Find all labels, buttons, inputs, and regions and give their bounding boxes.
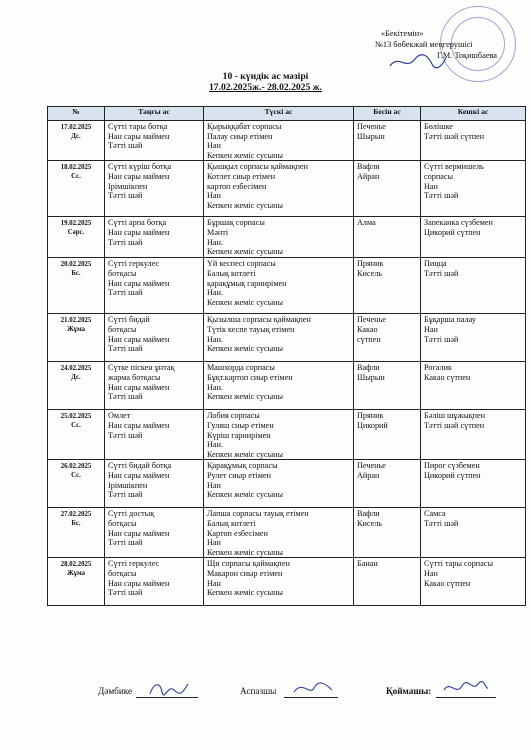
table-row bbox=[48, 314, 526, 362]
date-cell bbox=[48, 410, 105, 460]
breakfast-item: Сүтті геркулес bbox=[108, 259, 160, 269]
lunch-item: Бұқт.картоп сиыр етімен bbox=[207, 372, 293, 382]
col-dinner-header: Кешкі ас bbox=[421, 107, 526, 121]
snack-cell bbox=[354, 460, 421, 508]
lunch-item: Лапша сорпасы тауық етімен bbox=[207, 509, 309, 519]
dinner-item: Нан bbox=[424, 568, 438, 578]
menu-title bbox=[0, 71, 531, 93]
lunch-item: Щи сорпасы қаймақпен bbox=[207, 559, 290, 569]
lunch-item: Балық котлеті bbox=[207, 268, 256, 278]
breakfast-item: Тәтті шәй bbox=[108, 538, 143, 548]
snack-item: Кисель bbox=[357, 268, 383, 278]
dinner-item: Самса bbox=[424, 509, 446, 519]
date-cell bbox=[48, 217, 105, 258]
approval-name: Г.М. Тоқишбаева bbox=[437, 51, 497, 60]
breakfast-item: Сүтті күріш ботқа bbox=[108, 162, 172, 172]
table-row bbox=[48, 217, 526, 258]
snack-item: Банан bbox=[357, 559, 378, 569]
title-line-1: 10 - күндік ас мәзірі bbox=[222, 71, 309, 82]
dinner-cell bbox=[421, 362, 526, 410]
lunch-item: Балық котлеті bbox=[207, 518, 256, 528]
dinner-cell bbox=[421, 217, 526, 258]
dinner-cell bbox=[421, 410, 526, 460]
breakfast-item: Тәтті шәй bbox=[108, 344, 143, 354]
snack-item: Какао bbox=[357, 324, 378, 334]
date-value: 27.02.2025 bbox=[60, 511, 92, 519]
lunch-cell bbox=[204, 121, 354, 161]
breakfast-item: Сүтті тары ботқа bbox=[108, 122, 168, 131]
day-value: Дс. bbox=[71, 133, 81, 140]
breakfast-item: Тәтті шәй bbox=[108, 490, 143, 500]
lunch-item: Кепкен жеміс сусыны bbox=[207, 200, 283, 210]
date-value: 19.02.2025 bbox=[60, 220, 92, 228]
date-value: 25.02.2025 bbox=[60, 413, 92, 421]
breakfast-item: Нан сары маймен bbox=[108, 334, 170, 344]
lunch-cell bbox=[204, 217, 354, 258]
lunch-item: Нан. bbox=[207, 382, 223, 392]
dinner-cell bbox=[421, 314, 526, 362]
lunch-item: Нан. bbox=[207, 440, 223, 450]
table-header-row bbox=[48, 107, 526, 121]
lunch-item: Котлет сиыр етімен bbox=[207, 171, 276, 181]
lunch-item: Кепкен жеміс сусыны bbox=[207, 490, 283, 500]
lunch-item: Қызылша сорпасы қаймақпен bbox=[207, 315, 311, 325]
menu-table bbox=[47, 106, 526, 606]
breakfast-item: ботқасы bbox=[108, 268, 137, 278]
date-value: 21.02.2025 bbox=[60, 317, 92, 325]
breakfast-item: Тәтті шәй bbox=[108, 237, 143, 247]
snack-item: Пряник bbox=[357, 259, 384, 269]
day-value: Бс. bbox=[71, 270, 81, 278]
day-value: Сс. bbox=[71, 472, 81, 480]
snack-cell bbox=[354, 558, 421, 606]
sign-label-1: Дәмбике bbox=[98, 686, 133, 696]
breakfast-item: Нан сары маймен bbox=[108, 131, 170, 141]
lunch-cell bbox=[204, 460, 354, 508]
dinner-item: Тәтті шәй сүтпен bbox=[424, 420, 485, 430]
breakfast-cell bbox=[105, 217, 204, 258]
breakfast-item: Сүтті арпа ботқа bbox=[108, 218, 167, 228]
lunch-item: Кепкен жеміс сусыны bbox=[207, 449, 283, 459]
snack-item: Вафли bbox=[357, 509, 380, 519]
dinner-item: Бәліш шұжықпен bbox=[424, 411, 485, 421]
snack-item: Вафли bbox=[357, 162, 380, 172]
lunch-item: Кепкен жеміс сусыны bbox=[207, 344, 283, 354]
snack-cell bbox=[354, 362, 421, 410]
snack-cell bbox=[354, 258, 421, 314]
dinner-item: Тәтті шәй bbox=[424, 268, 459, 278]
breakfast-item: Ірімшікпен bbox=[108, 181, 148, 191]
breakfast-item: Тәтті шәй bbox=[108, 392, 143, 402]
snack-item: Цикорий bbox=[357, 420, 388, 430]
dinner-cell bbox=[421, 121, 526, 161]
lunch-item: Қырыққабат сорпасы bbox=[207, 122, 282, 131]
dinner-item: Бөлішке bbox=[424, 122, 453, 131]
breakfast-cell bbox=[105, 558, 204, 606]
breakfast-item: Тәтті шәй bbox=[108, 141, 143, 151]
lunch-cell bbox=[204, 410, 354, 460]
date-cell bbox=[48, 161, 105, 217]
breakfast-item: Сүтті бидай bbox=[108, 315, 150, 325]
snack-cell bbox=[354, 121, 421, 161]
dinner-item: Нан bbox=[424, 324, 438, 334]
breakfast-item: ботқасы bbox=[108, 518, 137, 528]
snack-item: Печенье bbox=[357, 122, 386, 131]
breakfast-item: Тәтті шәй bbox=[108, 288, 143, 298]
lunch-item: Нан bbox=[207, 141, 221, 151]
table-row bbox=[48, 558, 526, 606]
snack-item: Печенье bbox=[357, 315, 386, 325]
breakfast-item: Нан сары маймен bbox=[108, 470, 170, 480]
date-cell bbox=[48, 362, 105, 410]
table-row bbox=[48, 508, 526, 558]
table-row bbox=[48, 460, 526, 508]
breakfast-item: жарма ботқасы bbox=[108, 372, 161, 382]
snack-item: Печенье bbox=[357, 461, 386, 471]
breakfast-cell bbox=[105, 161, 204, 217]
lunch-cell bbox=[204, 508, 354, 558]
date-cell bbox=[48, 558, 105, 606]
lunch-item: Нан bbox=[207, 578, 221, 588]
date-value: 24.02.2025 bbox=[60, 365, 92, 373]
table-row bbox=[48, 410, 526, 460]
snack-item: Айран bbox=[357, 171, 380, 181]
sign-label-2: Аспазшы bbox=[240, 686, 277, 696]
date-cell bbox=[48, 121, 105, 161]
lunch-item: Нан bbox=[207, 480, 221, 490]
lunch-item: Рулет сиыр етімен bbox=[207, 470, 271, 480]
breakfast-cell bbox=[105, 314, 204, 362]
table-row bbox=[48, 362, 526, 410]
date-value: 17.02.2025 bbox=[60, 124, 92, 131]
dinner-item: Запеканка сүзбемен bbox=[424, 218, 493, 228]
date-cell bbox=[48, 314, 105, 362]
lunch-item: Түтік кеспе тауық етімен bbox=[207, 324, 295, 334]
col-snack-header: Бесін ас bbox=[354, 107, 421, 121]
date-cell bbox=[48, 508, 105, 558]
director-signature bbox=[388, 52, 448, 72]
breakfast-item: Сүтке піскен ұнтақ bbox=[108, 363, 175, 373]
breakfast-cell bbox=[105, 362, 204, 410]
dinner-item: Цикорий сүтпен bbox=[424, 470, 481, 480]
dinner-item: Какао сүтпен bbox=[424, 578, 471, 588]
breakfast-item: Омлет bbox=[108, 411, 131, 421]
col-number-header: № bbox=[48, 107, 105, 121]
dinner-item: Сүтті тары сорпасы bbox=[424, 559, 493, 569]
snack-item: сүтпен bbox=[357, 334, 381, 344]
breakfast-cell bbox=[105, 410, 204, 460]
date-cell bbox=[48, 460, 105, 508]
table-row bbox=[48, 258, 526, 314]
table-row bbox=[48, 121, 526, 161]
dinner-item: сорпасы bbox=[424, 171, 453, 181]
approval-position: №13 бөбекжай меңгерушісі bbox=[375, 40, 473, 49]
dinner-item: Бұқарша палау bbox=[424, 315, 476, 325]
lunch-item: Палау сиыр етімен bbox=[207, 131, 273, 141]
breakfast-item: Сүтті достық bbox=[108, 509, 155, 519]
approval-label: «Бекітемін» bbox=[381, 29, 424, 38]
breakfast-item: Нан сары маймен bbox=[108, 278, 170, 288]
lunch-cell bbox=[204, 558, 354, 606]
dinner-item: Тәтті шәй bbox=[424, 191, 459, 201]
day-value: Сәрс. bbox=[67, 229, 85, 237]
date-value: 18.02.2025 bbox=[60, 164, 92, 172]
dinner-item: Рогалик bbox=[424, 363, 452, 373]
lunch-item: Нан bbox=[207, 538, 221, 548]
lunch-cell bbox=[204, 161, 354, 217]
breakfast-item: Нан сары маймен bbox=[108, 227, 170, 237]
dinner-item: Сүтті вермишель bbox=[424, 162, 484, 172]
breakfast-item: Нан сары маймен bbox=[108, 528, 170, 538]
lunch-item: қарақұмық гарнирімен bbox=[207, 278, 287, 288]
lunch-item: Кепкен жеміс сусыны bbox=[207, 297, 283, 307]
lunch-item: Мәнті bbox=[207, 227, 229, 237]
date-value: 26.02.2025 bbox=[60, 463, 92, 471]
day-value: Жұма bbox=[66, 570, 86, 578]
lunch-cell bbox=[204, 314, 354, 362]
lunch-cell bbox=[204, 362, 354, 410]
breakfast-item: Нан сары маймен bbox=[108, 382, 170, 392]
day-value: Жұма bbox=[66, 326, 86, 334]
dinner-item: Нан bbox=[424, 181, 438, 191]
title-date-range: 17.02.2025ж.- 28.02.2025 ж. bbox=[208, 82, 323, 93]
lunch-item: Күріш гарнирімен bbox=[207, 430, 271, 440]
lunch-item: Нан. bbox=[207, 288, 223, 298]
dinner-cell bbox=[421, 460, 526, 508]
snack-item: Шырын bbox=[357, 372, 385, 382]
breakfast-item: Тәтті шәй bbox=[108, 430, 143, 440]
breakfast-item: Нан сары маймен bbox=[108, 578, 170, 588]
lunch-item: Кепкен жеміс сусыны bbox=[207, 150, 283, 160]
table-row bbox=[48, 161, 526, 217]
day-value: Сс. bbox=[71, 422, 81, 430]
breakfast-cell bbox=[105, 258, 204, 314]
snack-cell bbox=[354, 314, 421, 362]
lunch-item: картоп езбесімен bbox=[207, 181, 267, 191]
breakfast-item: Нан сары маймен bbox=[108, 420, 170, 430]
lunch-item: Кепкен жеміс сусыны bbox=[207, 588, 283, 598]
snack-item: Вафли bbox=[357, 363, 380, 373]
signature-3 bbox=[442, 680, 490, 698]
day-value: Сс. bbox=[71, 173, 81, 181]
lunch-item: Үй кеспесі сорпасы bbox=[207, 259, 276, 269]
lunch-item: Лобия сорпасы bbox=[207, 411, 260, 421]
dinner-item: Пирог сүзбемен bbox=[424, 461, 480, 471]
lunch-item: Бұршақ сорпасы bbox=[207, 218, 265, 228]
lunch-item: Машхорда сорпасы bbox=[207, 363, 275, 373]
snack-cell bbox=[354, 161, 421, 217]
dinner-item: Тәтті шәй сүтпен bbox=[424, 131, 485, 141]
col-lunch-header: Түскі ас bbox=[204, 107, 354, 121]
dinner-cell bbox=[421, 161, 526, 217]
snack-cell bbox=[354, 217, 421, 258]
sign-label-3: Қоймашы: bbox=[386, 686, 432, 696]
breakfast-item: Ірімшікпен bbox=[108, 480, 148, 490]
snack-item: Айран bbox=[357, 470, 380, 480]
breakfast-item: Тәтті шәй bbox=[108, 191, 143, 201]
lunch-item: Кепкен жеміс сусыны bbox=[207, 247, 283, 257]
lunch-item: Нан bbox=[207, 191, 221, 201]
lunch-item: Кепкен жеміс сусыны bbox=[207, 547, 283, 557]
date-value: 20.02.2025 bbox=[60, 261, 92, 269]
dinner-item: Какао сүтпен bbox=[424, 372, 471, 382]
breakfast-cell bbox=[105, 508, 204, 558]
dinner-item: Цикорий сүтпен bbox=[424, 227, 481, 237]
signature-1 bbox=[146, 680, 190, 698]
breakfast-item: Тәтті шәй bbox=[108, 588, 143, 598]
lunch-cell bbox=[204, 258, 354, 314]
breakfast-item: ботқасы bbox=[108, 324, 137, 334]
dinner-cell bbox=[421, 258, 526, 314]
snack-cell bbox=[354, 508, 421, 558]
snack-item: Пряник bbox=[357, 411, 384, 421]
breakfast-item: Сүтті бидай ботқа bbox=[108, 461, 172, 471]
dinner-cell bbox=[421, 558, 526, 606]
dinner-item: Тәтті шәй bbox=[424, 518, 459, 528]
date-value: 28.02.2025 bbox=[60, 561, 92, 569]
dinner-item: Тәтті шәй bbox=[424, 334, 459, 344]
breakfast-cell bbox=[105, 121, 204, 161]
day-value: Бс. bbox=[71, 520, 81, 528]
breakfast-cell bbox=[105, 460, 204, 508]
breakfast-item: Нан сары маймен bbox=[108, 171, 170, 181]
lunch-item: Макарон сиыр етімен bbox=[207, 568, 283, 578]
lunch-item: Қарақұмық сорпасы bbox=[207, 461, 278, 471]
lunch-item: Кепкен жеміс сусыны bbox=[207, 392, 283, 402]
lunch-item: Нан. bbox=[207, 334, 223, 344]
day-value: Дс. bbox=[71, 374, 81, 382]
lunch-item: Қышқыл сорпасы қаймақпен bbox=[207, 162, 309, 172]
lunch-item: Нан. bbox=[207, 237, 223, 247]
snack-cell bbox=[354, 410, 421, 460]
signature-2 bbox=[292, 680, 336, 698]
lunch-item: Картоп езбесімен bbox=[207, 528, 268, 538]
dinner-cell bbox=[421, 508, 526, 558]
dinner-item: Пицца bbox=[424, 259, 447, 269]
col-breakfast-header: Таңғы ас bbox=[105, 107, 204, 121]
date-cell bbox=[48, 258, 105, 314]
breakfast-item: ботқасы bbox=[108, 568, 137, 578]
snack-item: Шырын bbox=[357, 131, 385, 141]
breakfast-item: Сүтті геркулес bbox=[108, 559, 160, 569]
lunch-item: Гуляш сиыр етімен bbox=[207, 420, 274, 430]
snack-item: Кисель bbox=[357, 518, 383, 528]
snack-item: Алма bbox=[357, 218, 376, 228]
